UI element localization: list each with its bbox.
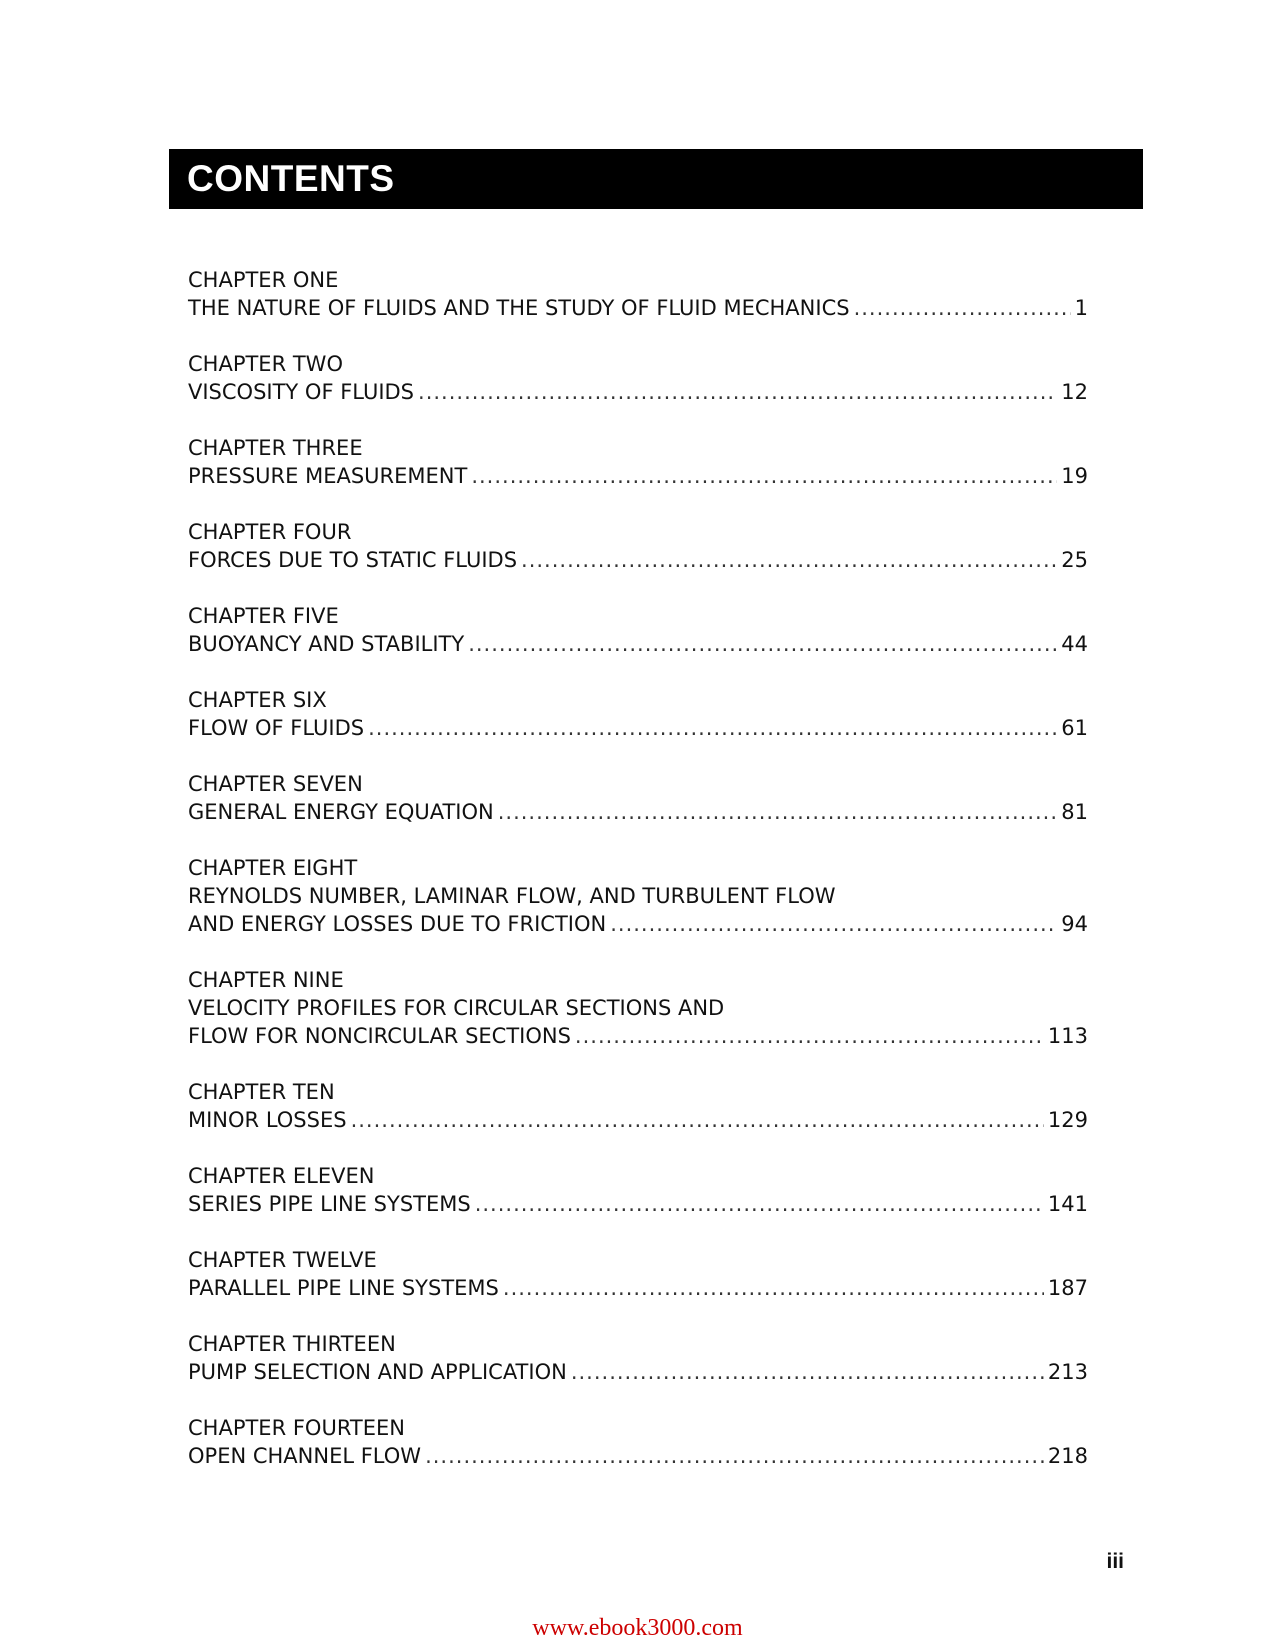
chapter-label: CHAPTER THIRTEEN [188, 1332, 396, 1356]
chapter-page-number: 187 [1047, 1276, 1088, 1300]
toc-entry[interactable] [188, 770, 1088, 826]
chapter-label: CHAPTER FIVE [188, 604, 339, 628]
chapter-page-number: 213 [1047, 1360, 1088, 1384]
dot-leader [854, 294, 1071, 322]
chapter-title-row [188, 294, 1088, 322]
chapter-title: GENERAL ENERGY EQUATION [188, 800, 494, 824]
chapter-title-row [188, 546, 1088, 574]
chapter-label: CHAPTER FOUR [188, 520, 352, 544]
toc-entry[interactable] [188, 434, 1088, 490]
chapter-page-number: 113 [1047, 1024, 1088, 1048]
toc-entry[interactable] [188, 518, 1088, 574]
dot-leader [503, 1274, 1044, 1302]
chapter-label: CHAPTER TWELVE [188, 1248, 377, 1272]
chapter-title: MINOR LOSSES [188, 1108, 347, 1132]
dot-leader [610, 910, 1057, 938]
dot-leader [418, 378, 1057, 406]
chapter-label: CHAPTER ONE [188, 268, 339, 292]
chapter-page-number: 141 [1047, 1192, 1088, 1216]
chapter-label: CHAPTER TWO [188, 352, 343, 376]
chapter-label: CHAPTER SIX [188, 688, 327, 712]
chapter-page-number: 25 [1061, 548, 1088, 572]
chapter-page-number: 81 [1061, 800, 1088, 824]
page-title: CONTENTS [187, 158, 395, 199]
chapter-title: FLOW FOR NONCIRCULAR SECTIONS [188, 1024, 571, 1048]
chapter-title-row [188, 798, 1088, 826]
dot-leader [468, 630, 1057, 658]
dot-leader [521, 546, 1057, 574]
chapter-label: CHAPTER THREE [188, 436, 363, 460]
dot-leader [571, 1358, 1044, 1386]
chapter-title: VISCOSITY OF FLUIDS [188, 380, 415, 404]
chapter-title: AND ENERGY LOSSES DUE TO FRICTION [188, 912, 607, 936]
chapter-title: PARALLEL PIPE LINE SYSTEMS [188, 1276, 499, 1300]
toc-entry[interactable] [188, 1414, 1088, 1470]
dot-leader [471, 462, 1057, 490]
chapter-title: FLOW OF FLUIDS [188, 716, 365, 740]
chapter-title-row [188, 1022, 1088, 1050]
chapter-label: CHAPTER NINE [188, 968, 344, 992]
toc-entry[interactable] [188, 686, 1088, 742]
dot-leader [498, 798, 1058, 826]
chapter-title-row [188, 714, 1088, 742]
chapter-page-number: 61 [1061, 716, 1088, 740]
chapter-page-number: 129 [1047, 1108, 1088, 1132]
chapter-title-row [188, 1358, 1088, 1386]
chapter-title: PUMP SELECTION AND APPLICATION [188, 1360, 567, 1384]
chapter-title: FORCES DUE TO STATIC FLUIDS [188, 548, 518, 572]
chapter-page-number: 1 [1074, 296, 1088, 320]
chapter-title: THE NATURE OF FLUIDS AND THE STUDY OF FLUID MECHANICS [188, 296, 850, 320]
toc-entry[interactable] [188, 1330, 1088, 1386]
chapter-title-row [188, 462, 1088, 490]
chapter-title-row [188, 1442, 1088, 1470]
chapter-label: CHAPTER SEVEN [188, 772, 363, 796]
chapter-title-row [188, 630, 1088, 658]
chapter-title-row [188, 1190, 1088, 1218]
toc-entry[interactable] [188, 350, 1088, 406]
chapter-page-number: 19 [1061, 464, 1088, 488]
toc-entry[interactable] [188, 1078, 1088, 1134]
chapter-title: PRESSURE MEASUREMENT [188, 464, 468, 488]
toc-entry[interactable] [188, 602, 1088, 658]
chapter-label: CHAPTER TEN [188, 1080, 335, 1104]
toc-entry[interactable] [188, 1162, 1088, 1218]
dot-leader [351, 1106, 1044, 1134]
chapter-title: OPEN CHANNEL FLOW [188, 1444, 422, 1468]
toc-entry[interactable] [188, 266, 1088, 322]
chapter-title-row [188, 1106, 1088, 1134]
chapter-label: CHAPTER EIGHT [188, 856, 358, 880]
chapter-title: VELOCITY PROFILES FOR CIRCULAR SECTIONS AND [188, 996, 725, 1020]
dot-leader [368, 714, 1057, 742]
chapter-page-number: 94 [1061, 912, 1088, 936]
chapter-label: CHAPTER ELEVEN [188, 1164, 375, 1188]
page-number: iii [1106, 1550, 1124, 1573]
watermark-link[interactable]: www.ebook3000.com [532, 1615, 743, 1641]
chapter-page-number: 218 [1047, 1444, 1088, 1468]
toc-entry[interactable] [188, 1246, 1088, 1302]
chapter-title-row [188, 378, 1088, 406]
dot-leader [425, 1442, 1044, 1470]
chapter-page-number: 44 [1061, 632, 1088, 656]
dot-leader [575, 1022, 1044, 1050]
table-of-contents [188, 266, 1088, 1498]
chapter-page-number: 12 [1061, 380, 1088, 404]
chapter-title: SERIES PIPE LINE SYSTEMS [188, 1192, 471, 1216]
chapter-title: BUOYANCY AND STABILITY [188, 632, 465, 656]
chapter-title-row [188, 910, 1088, 938]
toc-entry[interactable] [188, 966, 1088, 1050]
toc-entry[interactable] [188, 854, 1088, 938]
dot-leader [475, 1190, 1044, 1218]
chapter-title-row [188, 1274, 1088, 1302]
chapter-title: REYNOLDS NUMBER, LAMINAR FLOW, AND TURBULENT FLOW [188, 884, 836, 908]
contents-header-bar [169, 149, 1143, 209]
chapter-label: CHAPTER FOURTEEN [188, 1416, 405, 1440]
